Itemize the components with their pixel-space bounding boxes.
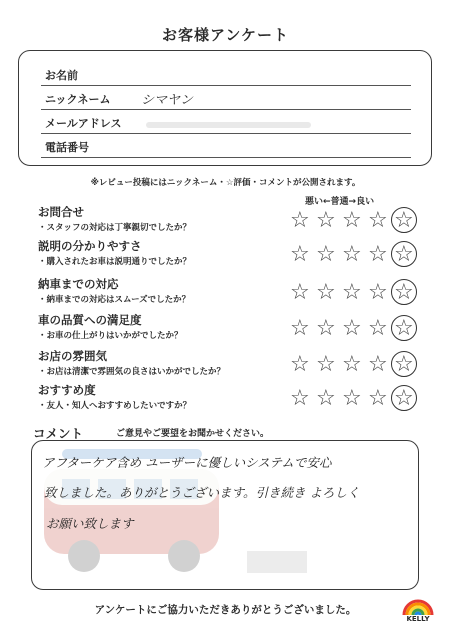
star-rating[interactable] (290, 352, 420, 380)
redacted-email (146, 122, 311, 128)
star-icon[interactable]: ☆ (394, 352, 414, 378)
thank-you-footer: アンケートにご協力いただきありがとうございました。 (94, 604, 357, 616)
question-block (38, 382, 191, 411)
kelly-logo (398, 593, 438, 623)
star-icon[interactable]: ☆ (368, 352, 388, 377)
star-icon[interactable]: ☆ (368, 280, 388, 305)
question-subtitle: ・お店は清潔で雰囲気の良さはいかがでしたか？ (38, 367, 226, 377)
star-icon[interactable]: ☆ (342, 352, 362, 377)
selected-circle-mark (391, 385, 417, 411)
question-block (38, 312, 183, 341)
star-rating[interactable] (290, 208, 420, 236)
star-icon[interactable]: ☆ (316, 242, 336, 267)
star-icon[interactable]: ☆ (368, 242, 388, 267)
phone-label: 電話番号 (45, 141, 89, 154)
logo-text: KELLY (406, 615, 430, 623)
star-rating[interactable] (290, 242, 420, 270)
phone-field[interactable] (41, 135, 411, 158)
star-icon[interactable]: ☆ (290, 280, 310, 305)
selected-circle-mark (391, 207, 417, 233)
star-icon[interactable]: ☆ (290, 352, 310, 377)
star-icon[interactable]: ☆ (316, 352, 336, 377)
star-icon[interactable]: ☆ (316, 280, 336, 305)
star-icon[interactable]: ☆ (394, 316, 414, 342)
rating-scale-label: 悪い←普通→良い (305, 197, 375, 207)
star-icon[interactable]: ☆ (316, 386, 336, 411)
nickname-field[interactable] (41, 87, 411, 110)
question-subtitle: ・納車までの対応はスムーズでしたか？ (38, 295, 191, 305)
star-rating[interactable] (290, 386, 420, 414)
email-label: メールアドレス (45, 117, 122, 130)
name-label: お名前 (45, 69, 78, 82)
star-icon[interactable]: ☆ (342, 316, 362, 341)
email-field[interactable] (41, 111, 411, 134)
star-icon[interactable]: ☆ (394, 280, 414, 306)
selected-circle-mark (391, 351, 417, 377)
star-icon[interactable]: ☆ (290, 242, 310, 267)
contact-info-card (18, 50, 432, 166)
star-icon[interactable]: ☆ (394, 386, 414, 412)
star-icon[interactable]: ☆ (368, 316, 388, 341)
survey-title: お客様アンケート (161, 26, 290, 44)
question-title: 納車までの対応 (38, 277, 119, 291)
question-block (38, 204, 191, 233)
selected-circle-mark (391, 315, 417, 341)
question-subtitle: ・お車の仕上がりはいかがでしたか？ (38, 331, 183, 341)
comment-line-3: お願い致します (46, 516, 134, 531)
rainbow-icon (398, 593, 438, 615)
question-subtitle: ・スタッフの対応は丁寧親切でしたか？ (38, 223, 192, 233)
question-block (38, 276, 190, 305)
star-icon[interactable]: ☆ (342, 208, 362, 233)
privacy-notice: ※レビュー投稿にはニックネーム・☆評価・コメントが公開されます。 (90, 178, 361, 188)
star-icon[interactable]: ☆ (316, 316, 336, 341)
star-icon[interactable]: ☆ (342, 386, 362, 411)
star-icon[interactable]: ☆ (394, 242, 414, 268)
selected-circle-mark (391, 279, 417, 305)
comment-line-1: アフターケア含め ユーザーに優しいシステムで安心 (42, 455, 332, 470)
question-title: お店の雰囲気 (38, 349, 107, 363)
star-icon[interactable]: ☆ (316, 208, 336, 233)
selected-circle-mark (391, 241, 417, 267)
nickname-label: ニックネーム (45, 93, 111, 106)
star-icon[interactable]: ☆ (290, 316, 310, 341)
comment-box[interactable] (31, 440, 419, 590)
star-icon[interactable]: ☆ (368, 208, 388, 233)
question-title: おすすめ度 (38, 383, 96, 397)
comment-heading: コメント (33, 426, 84, 441)
star-icon[interactable]: ☆ (290, 208, 310, 233)
star-icon[interactable]: ☆ (342, 242, 362, 267)
question-block (38, 238, 191, 267)
question-subtitle: ・友人・知人へおすすめしたいですか？ (38, 401, 192, 411)
question-subtitle: ・購入されたお車は説明通りでしたか？ (38, 257, 192, 267)
star-icon[interactable]: ☆ (394, 208, 414, 234)
star-rating[interactable] (290, 280, 420, 308)
question-title: お問合せ (38, 205, 84, 219)
question-title: 車の品質への満足度 (38, 313, 142, 327)
star-icon[interactable]: ☆ (342, 280, 362, 305)
nickname-value: シマヤン (141, 93, 193, 108)
question-title: 説明の分かりやすさ (38, 239, 142, 253)
star-rating[interactable] (290, 316, 420, 344)
star-icon[interactable]: ☆ (290, 386, 310, 411)
star-icon[interactable]: ☆ (368, 386, 388, 411)
name-field[interactable] (41, 63, 411, 86)
question-block (38, 348, 225, 377)
comment-prompt: ご意見やご要望をお聞かせください。 (116, 429, 270, 439)
comment-line-2: 致しました。ありがとうございます。引き続き よろしく (44, 485, 360, 500)
